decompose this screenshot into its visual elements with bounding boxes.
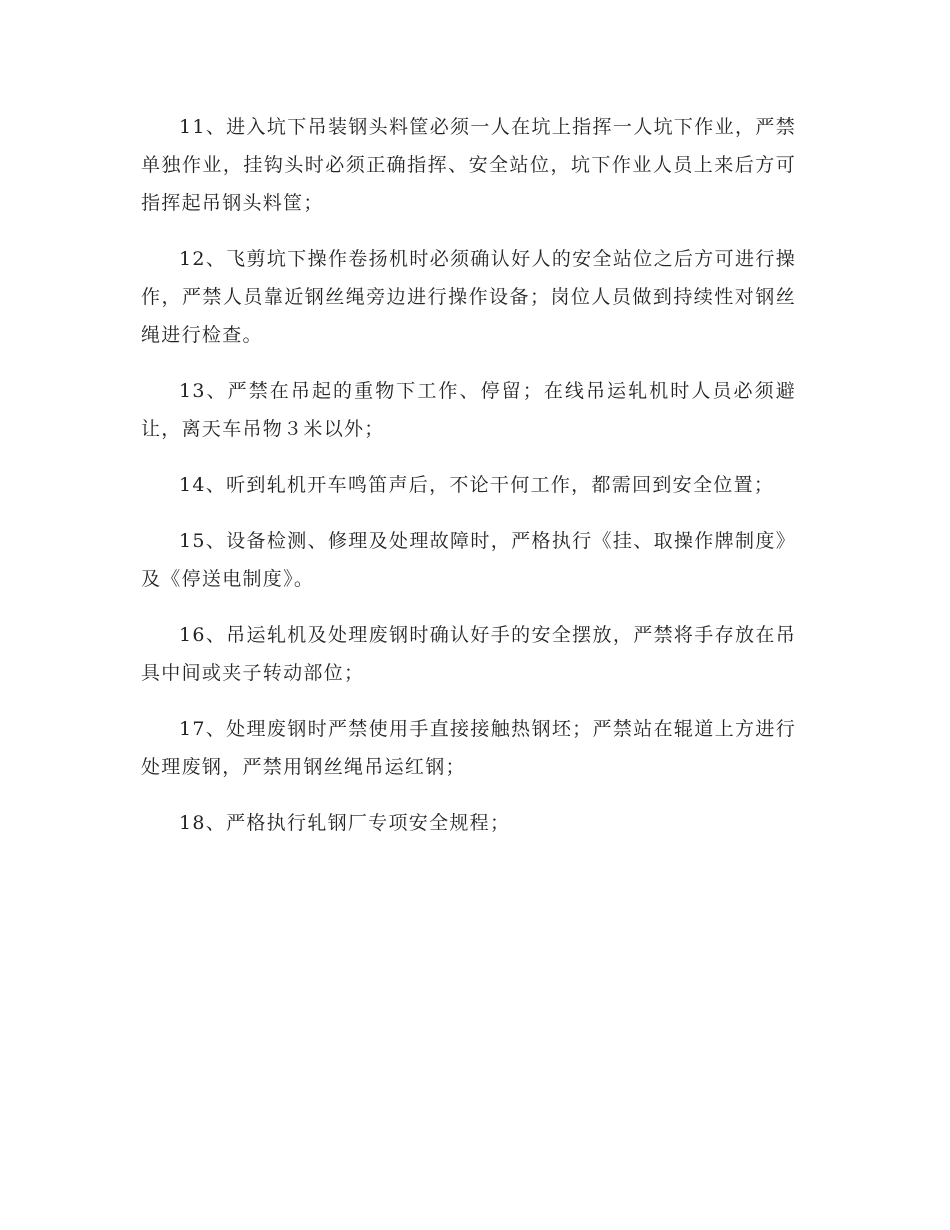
paragraph-item-14: 14、听到轧机开车鸣笛声后，不论干何工作，都需回到安全位置； <box>179 474 775 496</box>
document-body <box>141 108 796 860</box>
paragraph-item-17: 17、处理废钢时严禁使用手直接接触热钢坯；严禁站在辊道上方进行处理废钢，严禁用钢丝绳吊运红钢； <box>141 718 796 778</box>
paragraph-item-18: 18、严格执行轧钢厂专项安全规程； <box>179 812 511 834</box>
paragraph-item-16: 16、吊运轧机及处理废钢时确认好手的安全摆放，严禁将手存放在吊具中间或夹子转动部位； <box>141 624 796 684</box>
paragraph-item-15: 15、设备检测、修理及处理故障时，严格执行《挂、取操作牌制度》及《停送电制度》。 <box>141 530 796 590</box>
paragraph-item-11: 11、进入坑下吊装钢头料筐必须一人在坑上指挥一人坑下作业，严禁单独作业，挂钩头时必须正确指挥、安全站位，坑下作业人员上来后方可指挥起吊钢头料筐； <box>141 116 796 214</box>
paragraph-item-12: 12、飞剪坑下操作卷扬机时必须确认好人的安全站位之后方可进行操作，严禁人员靠近钢丝绳旁边进行操作设备；岗位人员做到持续性对钢丝绳进行检查。 <box>141 248 796 346</box>
paragraph-item-13: 13、严禁在吊起的重物下工作、停留；在线吊运轧机时人员必须避让，离天车吊物３米以外； <box>141 380 796 440</box>
